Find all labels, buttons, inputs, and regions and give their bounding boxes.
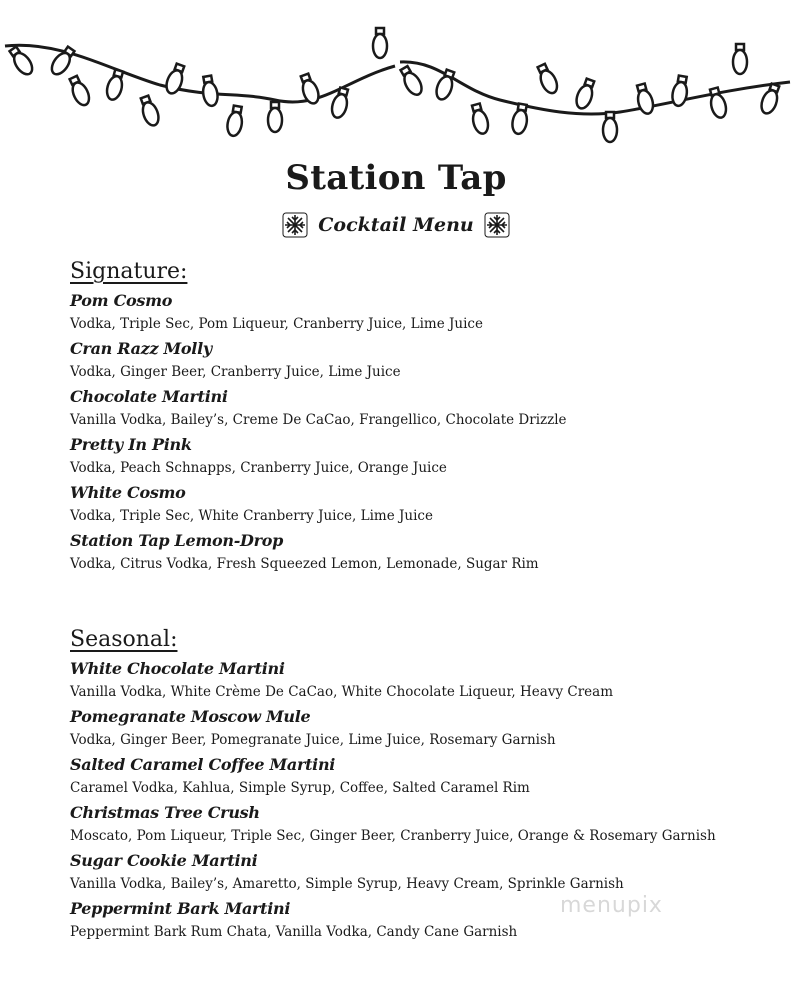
light-bulb-icon [671,75,690,107]
section-seasonal [70,625,770,943]
menu-item-name: Cran Razz Molly [70,339,212,358]
menu-item-name: Station Tap Lemon-Drop [70,531,284,550]
snowflake-icon [484,212,510,238]
light-bulb-icon [67,75,92,108]
menu-item-name: Pretty In Pink [70,435,192,454]
watermark: menupix [560,893,663,918]
light-bulb-icon [469,103,490,136]
menu-item-description: Vanilla Vodka, Bailey’s, Amaretto, Simple Syrup, Heavy Cream, Sprinkle Garnish [70,876,624,892]
light-bulb-icon [603,112,617,142]
subtitle-row [0,212,792,238]
light-bulb-icon [138,95,161,128]
light-bulb-icon [7,45,36,78]
menu-item-name: White Chocolate Martini [70,659,285,678]
subtitle: Cocktail Menu [318,214,474,236]
menu-item-description: Vodka, Ginger Beer, Pomegranate Juice, Lime Juice, Rosemary Garnish [70,732,556,748]
menu-item-description: Vodka, Ginger Beer, Cranberry Juice, Lime Juice [70,364,401,380]
menu-item-description: Peppermint Bark Rum Chata, Vanilla Vodka, Candy Cane Garnish [70,924,518,940]
string-lights-icon [0,0,792,160]
menu-item-description: Vodka, Triple Sec, White Cranberry Juice, Lime Juice [70,508,433,524]
menu-item-description: Vodka, Citrus Vodka, Fresh Squeezed Lemon, Lemonade, Sugar Rim [70,556,539,572]
light-bulb-icon [268,102,282,132]
light-bulb-icon [105,69,126,102]
page-title: Station Tap [285,158,507,198]
light-bulb-icon [733,44,747,74]
menu-item-description: Vodka, Peach Schnapps, Cranberry Juice, Orange Juice [70,460,447,476]
light-bulb-icon [574,78,597,111]
menu-item-name: Salted Caramel Coffee Martini [70,755,336,774]
menu-item-description: Caramel Vodka, Kahlua, Simple Syrup, Coffee, Salted Caramel Rim [70,780,530,796]
menu-item-description: Vodka, Triple Sec, Pom Liqueur, Cranberry Juice, Lime Juice [70,316,483,332]
light-bulb-icon [373,28,387,58]
menu-item-description: Vanilla Vodka, Bailey’s, Creme De CaCao, Frangellico, Chocolate Drizzle [70,412,567,428]
menu-item-description: Vanilla Vodka, White Crème De CaCao, White Chocolate Liqueur, Heavy Cream [70,684,613,700]
menu-item-name: Christmas Tree Crush [70,803,260,822]
menu-item-description: Moscato, Pom Liqueur, Triple Sec, Ginger Beer, Cranberry Juice, Orange & Rosemary Garnish [70,828,716,844]
menu-item-name: White Cosmo [70,483,186,502]
light-bulb-icon [511,103,530,135]
section-signature [70,257,770,575]
light-bulb-icon [398,65,425,98]
menu-item-name: Pom Cosmo [70,291,173,310]
light-bulb-icon [535,63,560,96]
light-bulb-icon [759,83,782,116]
section-heading: Signature: [70,259,188,284]
menu-item-name: Sugar Cookie Martini [70,851,258,870]
menu-item-name: Chocolate Martini [70,387,228,406]
light-bulb-icon [200,75,219,107]
menu-item-name: Pomegranate Moscow Mule [70,707,311,726]
snowflake-icon [282,212,308,238]
menu-item-name: Peppermint Bark Martini [70,899,291,918]
section-heading: Seasonal: [70,627,178,652]
light-bulb-icon [226,105,245,137]
light-bulb-icon [434,69,457,102]
